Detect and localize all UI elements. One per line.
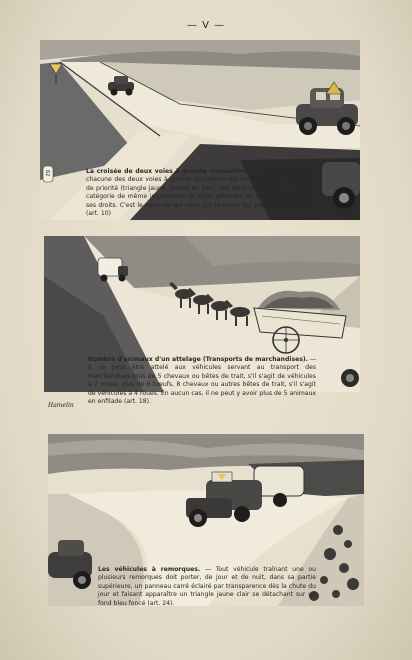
- caption-draught-animals-body: — Il ne peut être attelé aux véhicules servant au transport des marchandises plus de 5 chevaux ou bêtes de trait, s'il s'agit de véhicules à 2 roues, plus de 6 bœufs, 8 chevaux ou autres bêtes de trait, s'il s'agit de véhicules à 4 roues. En aucun cas, il ne peut y avoir plus de 5 animaux en enfilade (art. 18).: [88, 356, 316, 406]
- caption-draught-animals: [88, 356, 316, 406]
- caption-crossroads-title: La croisée de deux voies à grande circulation.: [86, 168, 248, 175]
- caption-trailer-title: Les véhicules à remorques.: [98, 566, 201, 573]
- page-number: — V —: [186, 20, 226, 31]
- illustrator-signature: Hamelin: [48, 402, 74, 409]
- caption-crossroads-body: — Cette croisée sur chacune des deux voies à grande circulation est annoncée par le signal de priorité (triangle jaune, pointe en bas). Les deux voies étant ici d'une catégorie de même importance, la règle générale de la priorité reprend ses droits. C'est le véhicule qui vient par la droite qui passera le premier (art. 10): [86, 168, 313, 218]
- milestone-label: 62: [44, 170, 50, 177]
- caption-crossroads: [86, 168, 312, 218]
- caption-draught-animals-title: Nombre d'animaux d'un attelage (Transports de marchandises).: [88, 356, 308, 363]
- caption-trailer-body: — Tout véhicule traînant une ou plusieurs remorques doit porter, de jour et de nuit, dans sa partie supérieure, un panneau carré éclairé par transparence dès la chute du jour et faisant apparaître un triangle jaune clair se détachant sur un fond bleu foncé (art. 24).: [98, 566, 317, 607]
- caption-trailer: [98, 566, 316, 608]
